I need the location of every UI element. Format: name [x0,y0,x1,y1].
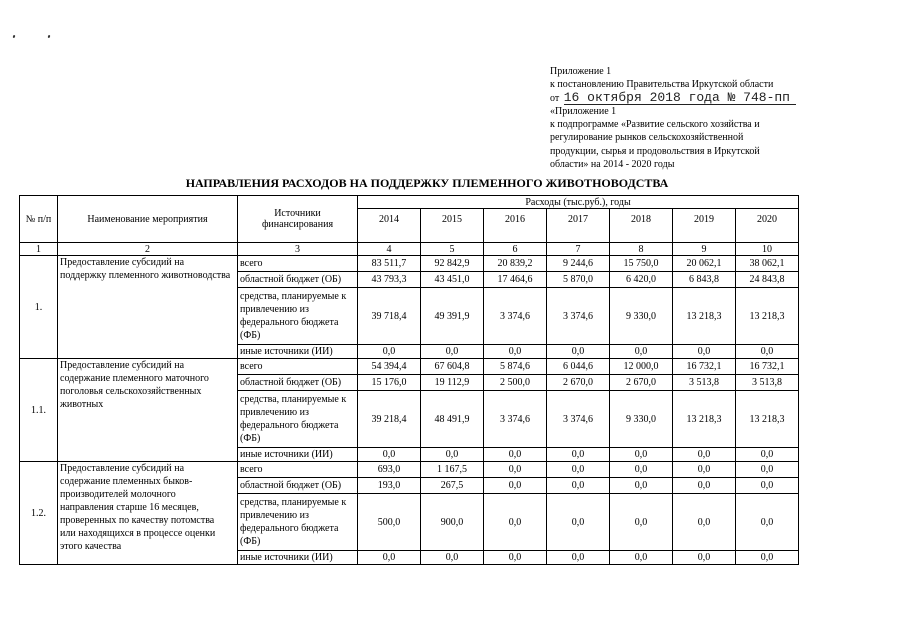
value-2016: 0,0 [484,551,547,565]
column-index: 4 [358,243,421,256]
header-year: 2014 [358,209,421,243]
value-2016: 0,0 [484,478,547,494]
value-2014: 0,0 [358,448,421,462]
value-2015: 0,0 [421,448,484,462]
value-2017: 0,0 [547,462,610,478]
scan-speck [13,35,16,39]
subprogram-line: регулирование рынков сельскохозяйственной [550,132,744,144]
value-2018: 0,0 [610,551,673,565]
value-2020: 0,0 [736,478,799,494]
value-2016: 2 500,0 [484,375,547,391]
value-2018: 15 750,0 [610,256,673,272]
value-2019: 0,0 [673,551,736,565]
value-2018: 0,0 [610,448,673,462]
value-2016: 5 874,6 [484,359,547,375]
value-2020: 13 218,3 [736,391,799,448]
value-2019: 13 218,3 [673,391,736,448]
value-2018: 0,0 [610,494,673,551]
value-2020: 38 062,1 [736,256,799,272]
value-2020: 0,0 [736,551,799,565]
value-2018: 0,0 [610,478,673,494]
header-expenses: Расходы (тыс.руб.), годы [358,196,799,209]
column-index: 9 [673,243,736,256]
expenses-table [19,195,799,565]
value-2019: 16 732,1 [673,359,736,375]
value-2014: 0,0 [358,551,421,565]
measure-name: Предоставление субсидий на поддержку племенного животноводства [58,256,238,359]
value-2014: 39 218,4 [358,391,421,448]
value-2015: 49 391,9 [421,288,484,345]
scan-speck [48,35,51,39]
value-2018: 0,0 [610,345,673,359]
source-total: всего [238,359,358,375]
source-other: иные источники (ИИ) [238,345,358,359]
measure-name: Предоставление субсидий на содержание племенного маточного поголовья сельскохозяйственных животных [58,359,238,462]
value-2019: 0,0 [673,448,736,462]
appendix-header [550,65,796,171]
header-source: Источники финансирования [238,196,358,243]
value-2014: 43 793,3 [358,272,421,288]
header-number: № п/п [20,196,58,243]
subprogram-line: области» на 2014 - 2020 годы [550,159,675,171]
value-2019: 0,0 [673,345,736,359]
source-other: иные источники (ИИ) [238,551,358,565]
value-2019: 0,0 [673,494,736,551]
row-number: 1.1. [20,359,58,462]
header-year: 2015 [421,209,484,243]
value-2015: 43 451,0 [421,272,484,288]
value-2015: 0,0 [421,345,484,359]
value-2016: 20 839,2 [484,256,547,272]
source-federal-budget: средства, планируемые к привлечению из федерального бюджета (ФБ) [238,494,358,551]
header-name: Наименование мероприятия [58,196,238,243]
column-index: 5 [421,243,484,256]
source-other: иные источники (ИИ) [238,448,358,462]
value-2014: 193,0 [358,478,421,494]
value-2014: 39 718,4 [358,288,421,345]
value-2017: 3 374,6 [547,391,610,448]
value-2014: 0,0 [358,345,421,359]
value-2015: 900,0 [421,494,484,551]
value-2015: 92 842,9 [421,256,484,272]
value-2016: 0,0 [484,462,547,478]
value-2019: 6 843,8 [673,272,736,288]
value-2018: 9 330,0 [610,288,673,345]
value-2020: 3 513,8 [736,375,799,391]
document-title: НАПРАВЛЕНИЯ РАСХОДОВ НА ПОДДЕРЖКУ ПЛЕМЕННОГО ЖИВОТНОВОДСТВА [185,176,669,190]
header-year: 2016 [484,209,547,243]
value-2015: 0,0 [421,551,484,565]
value-2015: 267,5 [421,478,484,494]
value-2015: 67 604,8 [421,359,484,375]
column-index: 3 [238,243,358,256]
column-index: 7 [547,243,610,256]
value-2018: 9 330,0 [610,391,673,448]
value-2017: 0,0 [547,345,610,359]
value-2018: 0,0 [610,462,673,478]
value-2018: 2 670,0 [610,375,673,391]
decree-date-prefix: от [550,92,560,104]
subprogram-line: к подпрограмме «Развитие сельского хозяйства и [550,119,760,131]
source-regional-budget: областной бюджет (ОБ) [238,478,358,494]
value-2020: 13 218,3 [736,288,799,345]
value-2015: 19 112,9 [421,375,484,391]
column-index: 1 [20,243,58,256]
value-2016: 17 464,6 [484,272,547,288]
column-index: 2 [58,243,238,256]
value-2020: 0,0 [736,345,799,359]
column-index: 8 [610,243,673,256]
value-2016: 3 374,6 [484,288,547,345]
subprogram-line: продукции, сырья и продовольствия в Иркутской [550,145,760,157]
header-year: 2018 [610,209,673,243]
value-2014: 54 394,4 [358,359,421,375]
measure-name: Предоставление субсидий на содержание племенных быков- производителей молочного направления старше 16 месяцев, проверенных по качеству потомства или находящихся в процессе оценки этого качества [58,462,238,565]
value-2017: 9 244,6 [547,256,610,272]
source-regional-budget: областной бюджет (ОБ) [238,272,358,288]
value-2014: 83 511,7 [358,256,421,272]
value-2020: 24 843,8 [736,272,799,288]
value-2017: 0,0 [547,551,610,565]
column-index: 10 [736,243,799,256]
value-2017: 2 670,0 [547,375,610,391]
source-federal-budget: средства, планируемые к привлечению из федерального бюджета (ФБ) [238,288,358,345]
header-year: 2017 [547,209,610,243]
value-2014: 15 176,0 [358,375,421,391]
value-2019: 0,0 [673,462,736,478]
decree-date: 16 октября 2018 года № 748-пп [564,92,796,105]
value-2018: 6 420,0 [610,272,673,288]
value-2019: 20 062,1 [673,256,736,272]
value-2017: 0,0 [547,494,610,551]
value-2020: 0,0 [736,462,799,478]
value-2019: 3 513,8 [673,375,736,391]
value-2015: 48 491,9 [421,391,484,448]
value-2016: 0,0 [484,448,547,462]
row-number: 1. [20,256,58,359]
value-2014: 693,0 [358,462,421,478]
source-federal-budget: средства, планируемые к привлечению из федерального бюджета (ФБ) [238,391,358,448]
column-index: 6 [484,243,547,256]
value-2017: 0,0 [547,448,610,462]
value-2017: 5 870,0 [547,272,610,288]
appendix-label: Приложение 1 [550,66,612,77]
value-2020: 0,0 [736,494,799,551]
value-2016: 0,0 [484,345,547,359]
value-2017: 6 044,6 [547,359,610,375]
value-2019: 0,0 [673,478,736,494]
value-2018: 12 000,0 [610,359,673,375]
decree-reference: к постановлению Правительства Иркутской области [550,79,774,91]
value-2015: 1 167,5 [421,462,484,478]
source-total: всего [238,256,358,272]
source-total: всего [238,462,358,478]
header-year: 2019 [673,209,736,243]
value-2016: 0,0 [484,494,547,551]
value-2017: 3 374,6 [547,288,610,345]
subprogram-appendix: «Приложение 1 [550,105,617,117]
value-2020: 16 732,1 [736,359,799,375]
row-number: 1.2. [20,462,58,565]
header-year: 2020 [736,209,799,243]
value-2014: 500,0 [358,494,421,551]
value-2017: 0,0 [547,478,610,494]
source-regional-budget: областной бюджет (ОБ) [238,375,358,391]
decree-date-line [550,89,796,105]
value-2019: 13 218,3 [673,288,736,345]
value-2016: 3 374,6 [484,391,547,448]
value-2020: 0,0 [736,448,799,462]
